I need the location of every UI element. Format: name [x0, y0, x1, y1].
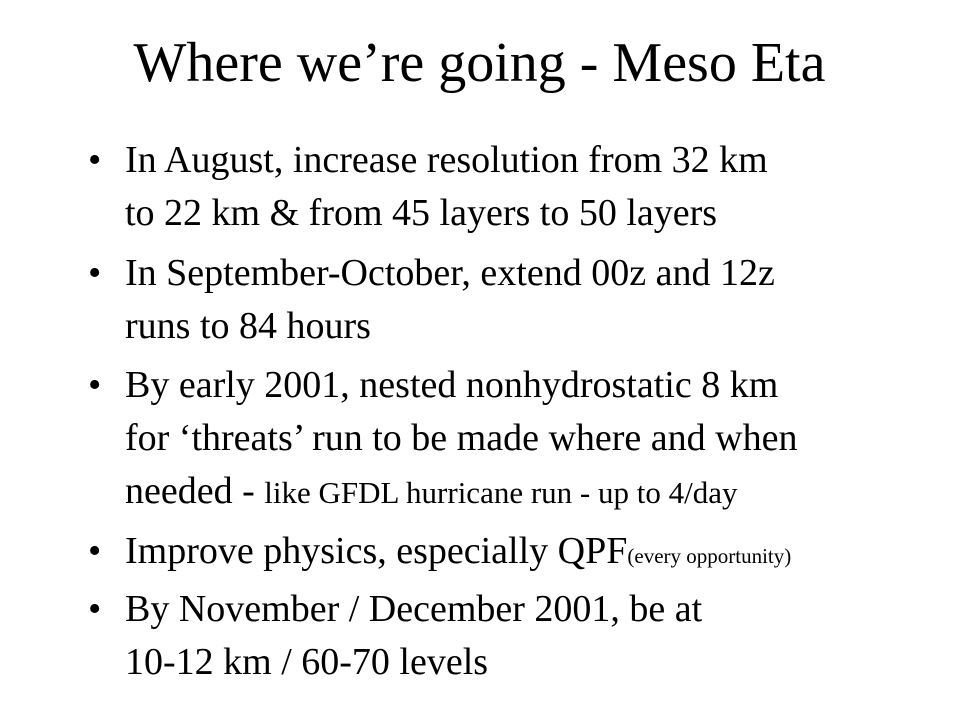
bullet-text-line: In August, increase resolution from 32 km — [125, 139, 768, 181]
bullet-text-line — [125, 524, 791, 583]
bullet-text-line: By early 2001, nested nonhydrostatic 8 km — [125, 364, 779, 406]
bullet-text-aside: (every opportunity) — [627, 544, 792, 568]
bullet-marker: • — [88, 530, 102, 572]
bullet-text-line: to 22 km & from 45 layers to 50 layers — [125, 192, 718, 234]
bullet-marker: • — [88, 252, 102, 294]
bullet-marker: • — [88, 364, 102, 406]
bullet-text-line: runs to 84 hours — [125, 305, 371, 347]
bullet-text-main: Improve physics, especially QPF — [125, 530, 628, 572]
bullet-text-aside: like GFDL hurricane run - up to 4/day — [264, 475, 738, 510]
bullet-text-line: In September-October, extend 00z and 12z — [125, 252, 775, 294]
bullet-text-line: 10-12 km / 60-70 levels — [125, 641, 489, 683]
bullet-text-line — [125, 464, 737, 520]
bullet-text-main: needed - — [125, 470, 265, 512]
bullet-marker: • — [88, 139, 102, 181]
bullet-text-line: By November / December 2001, be at — [125, 588, 703, 630]
slide-title: Where we’re going - Meso Eta — [133, 32, 826, 94]
bullet-text-line: for ‘threats’ run to be made where and when — [125, 417, 798, 459]
bullet-marker: • — [88, 588, 102, 630]
